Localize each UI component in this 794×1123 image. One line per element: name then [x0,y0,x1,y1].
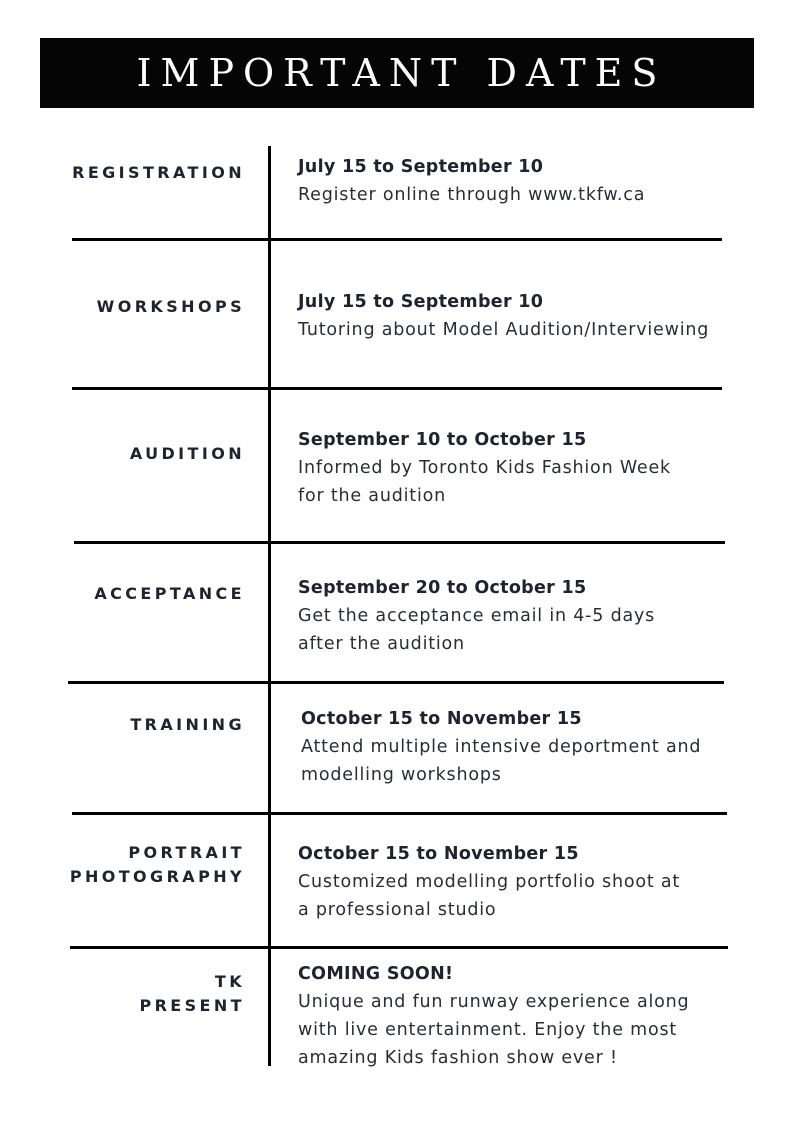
row-date: October 15 to November 15 [301,709,582,729]
row-divider [70,946,728,949]
row-entry-tk-present [298,960,788,1072]
row-entry-portrait-photography [298,840,788,924]
row-label-registration: REGISTRATION [72,163,245,182]
row-description: Register online through www.tkfw.ca [298,185,646,205]
row-label-workshops: WORKSHOPS [96,297,245,316]
row-divider [72,387,722,390]
row-date: July 15 to September 10 [298,292,544,312]
row-date: October 15 to November 15 [298,844,579,864]
header-banner [40,38,754,108]
row-entry-training [301,705,791,789]
row-description: Informed by Toronto Kids Fashion Week for the audition [298,458,671,506]
row-description: Unique and fun runway experience along with live entertainment. Enjoy the most amazing Kids fashion show ever ! [298,992,690,1068]
row-label-training: TRAINING [130,715,245,734]
row-entry-acceptance [298,574,788,658]
row-entry-audition [298,426,788,510]
row-entry-workshops [298,288,788,344]
row-entry-registration [298,153,788,209]
row-divider [74,541,725,544]
row-label-tk-present: TK PRESENT [139,972,245,1015]
timeline-vertical-divider [268,146,271,1066]
row-description: Attend multiple intensive deportment and modelling workshops [301,737,702,785]
row-description: Customized modelling portfolio shoot at a professional studio [298,872,681,920]
page-title: IMPORTANT DATES [136,51,667,95]
row-label-portrait-photography: PORTRAIT PHOTOGRAPHY [69,843,245,886]
row-divider [72,238,722,241]
row-divider [68,681,724,684]
row-label-acceptance: ACCEPTANCE [94,584,245,603]
row-date: July 15 to September 10 [298,157,544,177]
row-date: COMING SOON! [298,964,454,984]
row-description: Get the acceptance email in 4-5 days after the audition [298,606,656,654]
row-description: Tutoring about Model Audition/Interviewing [298,320,710,340]
row-date: September 20 to October 15 [298,578,587,598]
row-label-audition: AUDITION [129,444,245,463]
row-divider [72,812,727,815]
row-date: September 10 to October 15 [298,430,587,450]
